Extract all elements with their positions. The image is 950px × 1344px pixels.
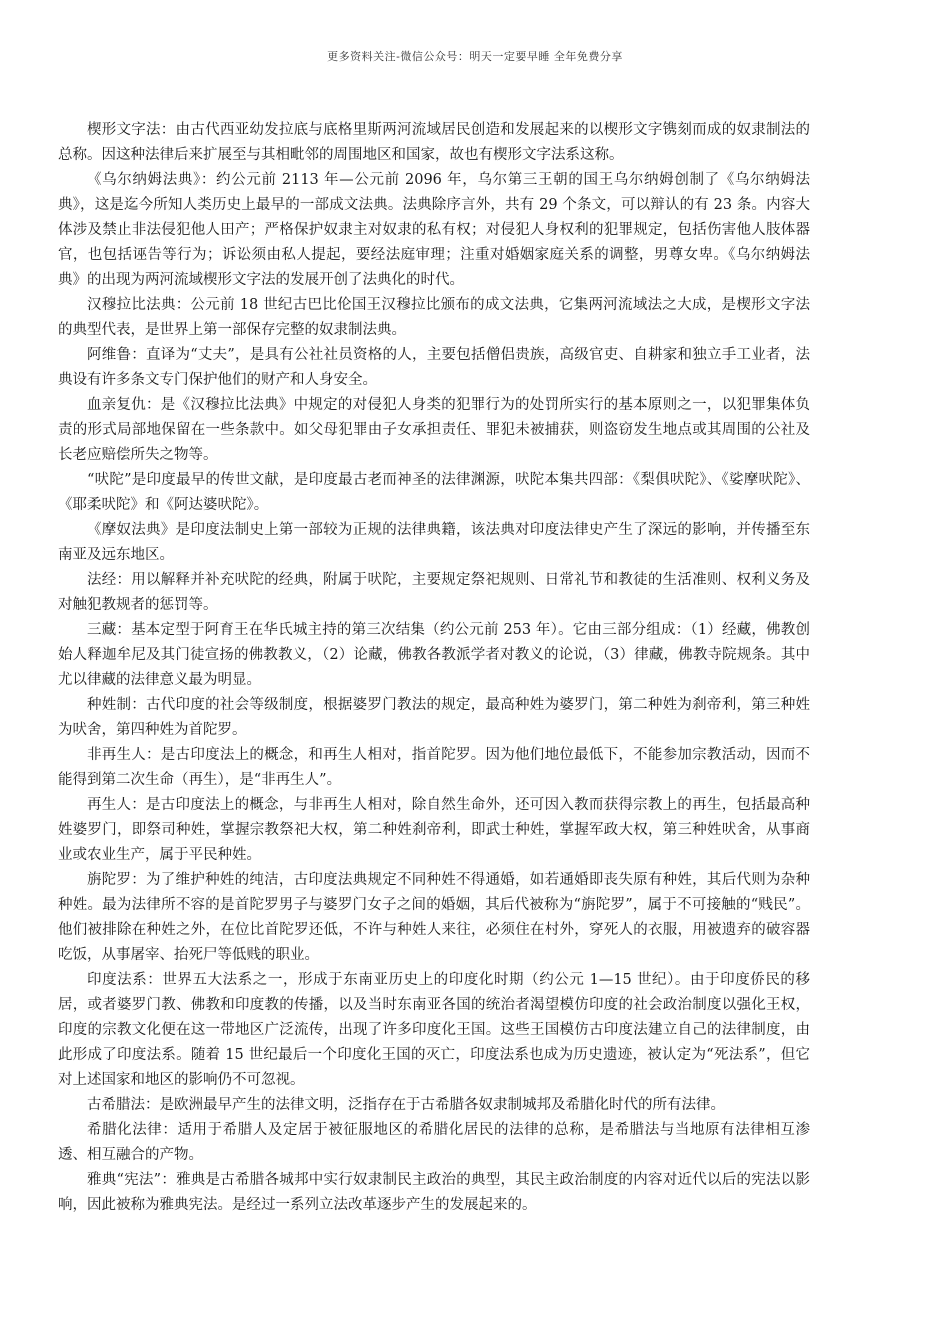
paragraph-caste-system: 种姓制：古代印度的社会等级制度，根据婆罗门教法的规定，最高种姓为婆罗门，第二种姓为刹帝利，第三种姓为吠舍，第四种姓为首陀罗。 (58, 697, 810, 738)
paragraph-cuneiform-law: 楔形文字法：由古代西亚幼发拉底与底格里斯两河流域居民创造和发展起来的以楔形文字镌刻而成的奴隶制法的总称。因这种法律后来扩展至与其相毗邻的周围地区和国家，故也有楔形文字法系这称。 (58, 122, 810, 163)
paragraph-awilum: 阿维鲁：直译为“丈夫”，是具有公社社员资格的人，主要包括僧侣贵族，高级官吏、自耕家和独立手工业者，法典设有许多条文专门保护他们的财产和人身安全。 (58, 347, 810, 388)
paragraph-twice-born: 再生人：是古印度法上的概念，与非再生人相对，除自然生命外，还可因入教而获得宗教上的再生，包括最高种姓婆罗门，即祭司种姓，掌握宗教祭祀大权，第二种姓刹帝利，即武士种姓，掌握军政大权，第三种姓吠舍，从事商业或农业生产，属于平民种姓。 (58, 797, 810, 863)
page-header: 更多资料关注-微信公众号：明天一定要早睡 全年免费分享 (327, 50, 623, 63)
paragraph-ur-nammu-code: 《乌尔纳姆法典》：约公元前 2113 年—公元前 2096 年，乌尔第三王朝的国王乌尔纳姆创制了《乌尔纳姆法典》，这是迄今所知人类历史上最早的一部成文法典。法典除序言外，共有 29 个条文，可以辩认的有 23 条。内容大体涉及禁止非法侵犯他人田产；严格保护奴隶主对奴隶的私有权；对侵犯人身权利的犯罪规定，包括伤害他人肢体器官，也包括诬告等行为；诉讼须由私人提起，要经法庭审理；注重对婚姻家庭关系的调整，男尊女卑。《乌尔纳姆法典》的出现为两河流域楔形文字法的发展开创了法典化的时代。 (58, 172, 810, 288)
paragraph-ancient-greek-law: 古希腊法：是欧洲最早产生的法律文明，泛指存在于古希腊各奴隶制城邦及希腊化时代的所有法律。 (87, 1097, 725, 1113)
paragraph-hammurabi-code: 汉穆拉比法典：公元前 18 世纪古巴比伦国王汉穆拉比颁布的成文法典，它集两河流域法之大成，是楔形文字法的典型代表，是世界上第一部保存完整的奴隶制法典。 (58, 297, 810, 338)
document-body (58, 118, 810, 1218)
paragraph-tripitaka: 三藏：基本定型于阿育王在华氏城主持的第三次结集（约公元前 253 年）。它由三部分组成：（1）经藏，佛教创始人释迦牟尼及其门徒宣扬的佛教教义，（2）论藏，佛教各教派学者对教义的论说，（3）律藏，佛教寺院规条。其中尤以律藏的法律意义最为明显。 (58, 622, 810, 688)
paragraph-athenian-constitution: 雅典“宪法”：雅典是古希腊各城邦中实行奴隶制民主政治的典型，其民主政治制度的内容对近代以后的宪法以影响，因此被称为雅典宪法。是经过一系列立法改革逐步产生的发展起来的。 (58, 1172, 810, 1213)
paragraph-dharmasutra: 法经：用以解释并补充吠陀的经典，附属于吠陀，主要规定祭祀规则、日常礼节和教徒的生活准则、权利义务及对触犯教规者的惩罚等。 (58, 572, 810, 613)
paragraph-indian-legal-system: 印度法系：世界五大法系之一，形成于东南亚历史上的印度化时期（约公元 1—15 世纪）。由于印度侨民的移居，或者婆罗门教、佛教和印度教的传播，以及当时东南亚各国的统治者渴望模仿印度的社会政治制度以强化王权，印度的宗教文化便在这一带地区广泛流传，出现了许多印度化王国。这些王国模仿古印度法建立自己的法律制度，由此形成了印度法系。随着 15 世纪最后一个印度化王国的灭亡，印度法系也成为历史遗迹，被认定为“死法系”，但它对上述国家和地区的影响仍不可忽视。 (58, 972, 810, 1088)
paragraph-manu-code: 《摩奴法典》是印度法制史上第一部较为正规的法律典籍，该法典对印度法律史产生了深远的影响，并传播至东南亚及远东地区。 (58, 522, 810, 563)
paragraph-blood-feud: 血亲复仇：是《汉穆拉比法典》中规定的对侵犯人身类的犯罪行为的处罚所实行的基本原则之一，以犯罪集体负责的形式局部地保留在一些条款中。如父母犯罪由子女承担责任、罪犯未被捕获，则盗窃发生地点或其周围的公社及长老应赔偿所失之物等。 (58, 397, 810, 463)
paragraph-vedas: “吠陀”是印度最早的传世文献，是印度最古老而神圣的法律渊源，吠陀本集共四部：《梨俱吠陀》、《娑摩吠陀》、《耶柔吠陀》和《阿达婆吠陀》。 (58, 472, 810, 513)
paragraph-chandala: 旃陀罗：为了维护种姓的纯洁，古印度法典规定不同种姓不得通婚，如若通婚即丧失原有种姓，其后代则为杂种种姓。最为法律所不容的是首陀罗男子与婆罗门女子之间的婚姻，其后代被称为“旃陀罗”，属于不可接触的“贱民”。他们被排除在种姓之外，在位比首陀罗还低，不许与种姓人来往，必须住在村外，穿死人的衣服，用被遗弃的破容器吃饭，从事屠宰、抬死尸等低贱的职业。 (58, 872, 810, 963)
paragraph-non-twice-born: 非再生人：是古印度法上的概念，和再生人相对，指首陀罗。因为他们地位最低下，不能参加宗教活动，因而不能得到第二次生命（再生），是“非再生人”。 (58, 747, 810, 788)
paragraph-hellenistic-law: 希腊化法律：适用于希腊人及定居于被征服地区的希腊化居民的法律的总称，是希腊法与当地原有法律相互渗透、相互融合的产物。 (58, 1122, 810, 1163)
